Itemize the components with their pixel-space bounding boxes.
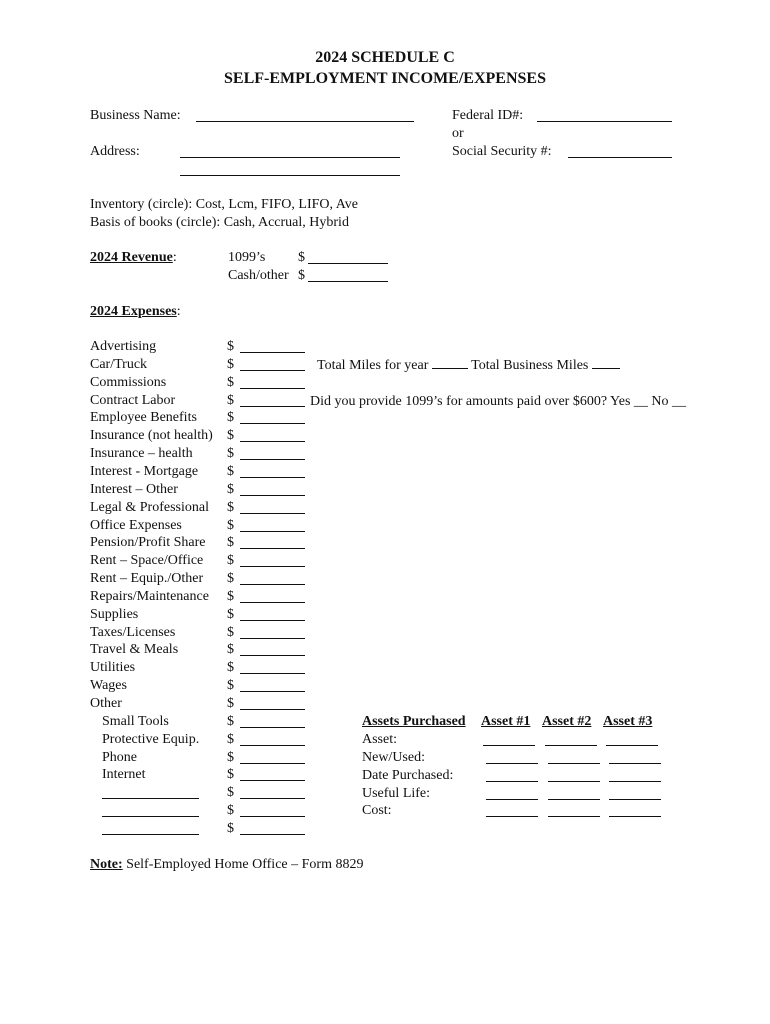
expense-label: Protective Equip. [102, 732, 200, 747]
miles-row [317, 356, 620, 375]
expense-row [90, 409, 320, 427]
expense-dollar-sign: $ [227, 535, 234, 550]
expense-amount-field[interactable] [240, 406, 305, 407]
expense-dollar-sign: $ [227, 500, 234, 515]
expense-row [90, 445, 320, 463]
expense-row [90, 588, 320, 606]
expense-other-label-field[interactable] [102, 816, 199, 817]
expense-dollar-sign: $ [227, 482, 234, 497]
asset-row-label: Asset: [362, 732, 397, 747]
basis-of-books-line: Basis of books (circle): Cash, Accrual, Hybrid [90, 215, 349, 230]
asset-2-field[interactable] [548, 816, 600, 817]
expense-amount-field[interactable] [240, 673, 305, 674]
expense-amount-field[interactable] [240, 352, 305, 353]
expense-dollar-sign: $ [227, 357, 234, 372]
expense-row [90, 659, 320, 677]
business-miles-field[interactable] [592, 356, 620, 369]
revenue-1099-label: 1099’s [228, 250, 266, 265]
revenue-heading-colon: : [172, 250, 177, 265]
note [90, 856, 363, 874]
expense-row [90, 374, 320, 392]
expense-dollar-sign: $ [227, 410, 234, 425]
asset-1-field[interactable] [483, 745, 535, 746]
expense-row [90, 427, 320, 445]
expense-label: Interest – Other [90, 482, 178, 497]
expense-amount-field[interactable] [240, 620, 305, 621]
revenue-heading [90, 249, 177, 267]
expense-other-label-field[interactable] [102, 834, 199, 835]
expense-dollar-sign: $ [227, 518, 234, 533]
expense-dollar-sign: $ [227, 571, 234, 586]
note-label: Note: [90, 857, 123, 872]
expense-label: Legal & Professional [90, 500, 209, 515]
asset-2-field[interactable] [545, 745, 597, 746]
expense-amount-field[interactable] [240, 548, 305, 549]
revenue-cash-dollar: $ [298, 268, 305, 283]
expenses-heading-text: 2024 Expenses [90, 304, 177, 319]
expense-amount-field[interactable] [240, 727, 305, 728]
expense-amount-field[interactable] [240, 655, 305, 656]
expense-label: Taxes/Licenses [90, 625, 176, 640]
expense-dollar-sign: $ [227, 607, 234, 622]
asset-1-field[interactable] [486, 781, 538, 782]
form-1099-question: Did you provide 1099’s for amounts paid over $600? Yes __ No __ [310, 394, 687, 409]
expense-dollar-sign: $ [227, 767, 234, 782]
expense-row [90, 499, 320, 517]
expense-label: Employee Benefits [90, 410, 197, 425]
expense-dollar-sign: $ [227, 803, 234, 818]
expense-label: Small Tools [102, 714, 169, 729]
expense-label: Phone [102, 750, 137, 765]
expense-label: Other [90, 696, 122, 711]
expense-dollar-sign: $ [227, 732, 234, 747]
asset-3-field[interactable] [609, 799, 661, 800]
expense-row [90, 463, 320, 481]
expense-row [90, 731, 320, 749]
expense-other-label-field[interactable] [102, 798, 199, 799]
federal-id-field[interactable] [537, 121, 672, 122]
expense-amount-field[interactable] [240, 459, 305, 460]
expense-label: Supplies [90, 607, 139, 622]
expense-amount-field[interactable] [240, 495, 305, 496]
expense-label: Advertising [90, 339, 157, 354]
expense-amount-field[interactable] [240, 441, 305, 442]
expenses-heading-colon: : [176, 304, 181, 319]
expense-label: Insurance – health [90, 446, 193, 461]
expense-dollar-sign: $ [227, 696, 234, 711]
asset-2-field[interactable] [548, 781, 600, 782]
expense-amount-field[interactable] [240, 745, 305, 746]
revenue-1099-dollar: $ [298, 250, 305, 265]
expense-dollar-sign: $ [227, 428, 234, 443]
expense-dollar-sign: $ [227, 660, 234, 675]
asset-1-field[interactable] [486, 763, 538, 764]
expense-label: Commissions [90, 375, 167, 390]
expense-row [90, 517, 320, 535]
form-title: 2024 SCHEDULE C [315, 49, 455, 66]
ssn-label: Social Security #: [452, 144, 552, 159]
expense-row [90, 552, 320, 570]
asset-1-field[interactable] [486, 799, 538, 800]
address-field-line1[interactable] [180, 157, 400, 158]
business-name-field[interactable] [196, 121, 414, 122]
expense-dollar-sign: $ [227, 589, 234, 604]
expense-amount-field[interactable] [240, 370, 305, 371]
expense-dollar-sign: $ [227, 714, 234, 729]
expense-dollar-sign: $ [227, 553, 234, 568]
expense-row [90, 606, 320, 624]
asset-col-3 [603, 713, 652, 731]
expense-dollar-sign: $ [227, 678, 234, 693]
asset-3-field[interactable] [609, 816, 661, 817]
asset-col-1 [481, 713, 530, 731]
expense-dollar-sign: $ [227, 339, 234, 354]
expense-row [90, 713, 320, 731]
expense-row [90, 356, 320, 374]
expense-row [90, 624, 320, 642]
address-label: Address: [90, 144, 140, 159]
expense-amount-field[interactable] [240, 477, 305, 478]
expense-row [90, 338, 320, 356]
expense-amount-field[interactable] [240, 834, 305, 835]
expense-dollar-sign: $ [227, 375, 234, 390]
expense-amount-field[interactable] [240, 388, 305, 389]
expense-row [90, 749, 320, 767]
expense-label: Interest - Mortgage [90, 464, 199, 479]
expense-label: Rent – Space/Office [90, 553, 204, 568]
expense-amount-field[interactable] [240, 513, 305, 514]
revenue-1099-field[interactable] [308, 263, 388, 264]
expense-label: Office Expenses [90, 518, 182, 533]
asset-col-1-text: Asset #1 [481, 714, 531, 729]
asset-row-label: New/Used: [362, 750, 425, 765]
expense-label: Internet [102, 767, 146, 782]
expense-dollar-sign: $ [227, 625, 234, 640]
expense-row [90, 784, 320, 802]
expense-amount-field[interactable] [240, 423, 305, 424]
federal-id-label: Federal ID#: [452, 108, 524, 123]
asset-row-label: Cost: [362, 803, 392, 818]
asset-1-field[interactable] [486, 816, 538, 817]
business-name-label: Business Name: [90, 108, 181, 123]
assets-heading-text: Assets Purchased [362, 714, 466, 729]
expense-label: Rent – Equip./Other [90, 571, 204, 586]
expenses-heading [90, 303, 181, 321]
expense-amount-field[interactable] [240, 816, 305, 817]
expense-row [90, 392, 320, 410]
expense-amount-field[interactable] [240, 798, 305, 799]
form-subtitle: SELF-EMPLOYMENT INCOME/EXPENSES [224, 70, 546, 87]
expense-label: Utilities [90, 660, 136, 675]
asset-col-2-text: Asset #2 [542, 714, 592, 729]
note-text: Self-Employed Home Office – Form 8829 [122, 857, 364, 872]
expense-row [90, 570, 320, 588]
expense-amount-field[interactable] [240, 602, 305, 603]
assets-heading [362, 713, 466, 731]
asset-row-label: Useful Life: [362, 786, 431, 801]
total-miles-field[interactable] [432, 356, 468, 369]
asset-row-label: Date Purchased: [362, 768, 454, 783]
expense-row [90, 820, 320, 838]
expense-amount-field[interactable] [240, 763, 305, 764]
expense-amount-field[interactable] [240, 709, 305, 710]
expense-amount-field[interactable] [240, 638, 305, 639]
expense-dollar-sign: $ [227, 642, 234, 657]
expense-row [90, 534, 320, 552]
expense-row [90, 766, 320, 784]
expense-amount-field[interactable] [240, 584, 305, 585]
asset-col-2 [542, 713, 591, 731]
or-label: or [452, 126, 464, 141]
expense-label: Travel & Meals [90, 642, 179, 657]
asset-3-field[interactable] [609, 763, 661, 764]
inventory-line: Inventory (circle): Cost, Lcm, FIFO, LIFO, Ave [90, 197, 359, 212]
revenue-cash-label: Cash/other [228, 268, 289, 283]
address-field-line2[interactable] [180, 175, 400, 176]
expense-row [90, 641, 320, 659]
expense-row [90, 677, 320, 695]
expense-row [90, 802, 320, 820]
asset-2-field[interactable] [548, 763, 600, 764]
expense-label: Car/Truck [90, 357, 148, 372]
expense-label: Repairs/Maintenance [90, 589, 209, 604]
expense-dollar-sign: $ [227, 393, 234, 408]
asset-3-field[interactable] [606, 745, 658, 746]
expense-label: Wages [90, 678, 127, 693]
total-miles-label: Total Miles for year [317, 358, 429, 373]
expense-label: Pension/Profit Share [90, 535, 206, 550]
expense-label: Insurance (not health) [90, 428, 213, 443]
expense-row [90, 695, 320, 713]
expense-dollar-sign: $ [227, 446, 234, 461]
asset-3-field[interactable] [609, 781, 661, 782]
expense-row [90, 481, 320, 499]
ssn-field[interactable] [568, 157, 672, 158]
revenue-heading-text: 2024 Revenue [90, 250, 173, 265]
expense-dollar-sign: $ [227, 464, 234, 479]
expense-dollar-sign: $ [227, 785, 234, 800]
business-miles-label: Total Business Miles [471, 358, 589, 373]
asset-2-field[interactable] [548, 799, 600, 800]
expense-amount-field[interactable] [240, 780, 305, 781]
revenue-cash-field[interactable] [308, 281, 388, 282]
expense-dollar-sign: $ [227, 750, 234, 765]
expense-dollar-sign: $ [227, 821, 234, 836]
expense-amount-field[interactable] [240, 531, 305, 532]
asset-col-3-text: Asset #3 [603, 714, 653, 729]
expense-label: Contract Labor [90, 393, 176, 408]
expense-amount-field[interactable] [240, 691, 305, 692]
expense-amount-field[interactable] [240, 566, 305, 567]
